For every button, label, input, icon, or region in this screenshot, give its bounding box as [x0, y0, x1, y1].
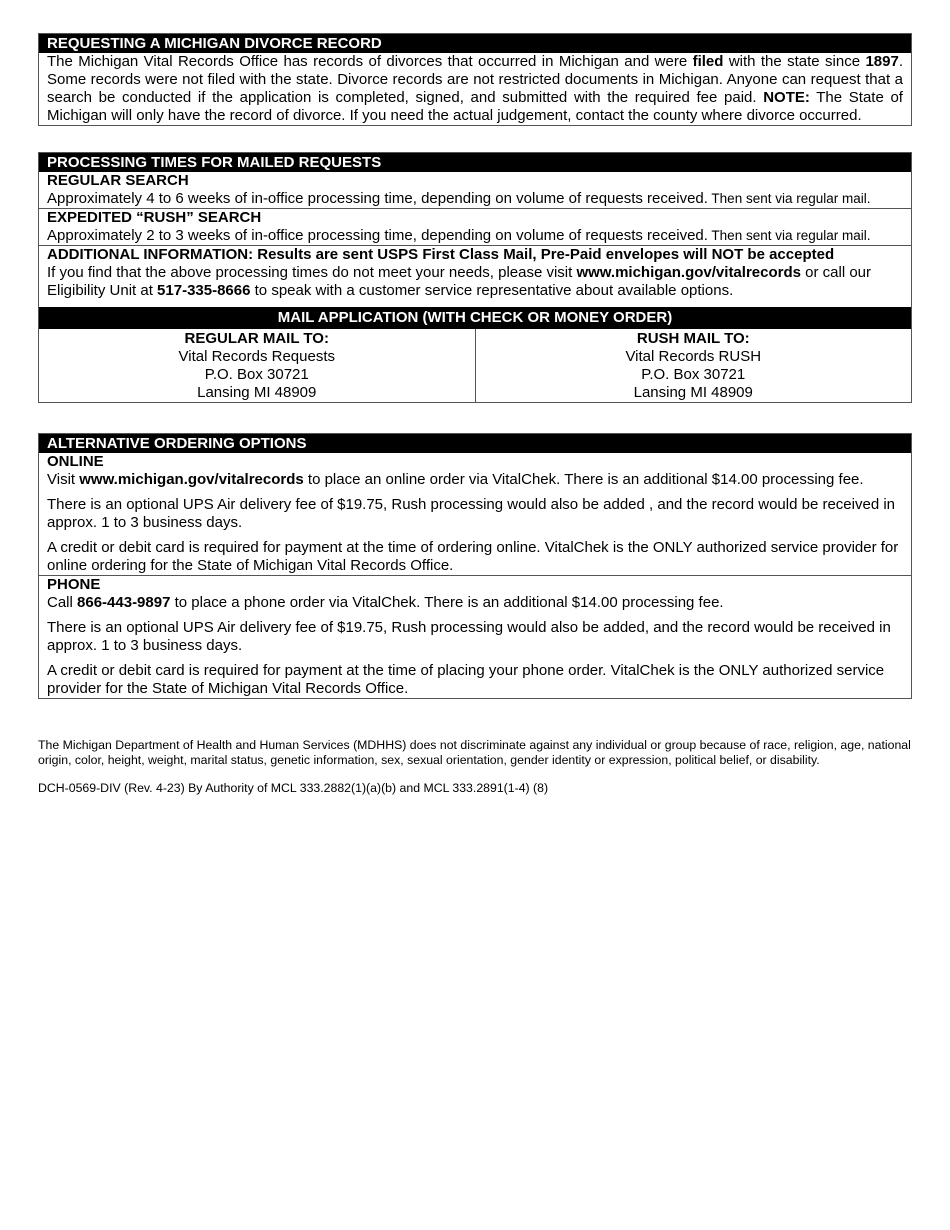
mail-addresses: [39, 329, 911, 402]
divorce-record-section: [38, 33, 912, 126]
text-span: The Michigan Vital Records Office has records of divorces that occurred in Michigan and were: [47, 53, 693, 70]
address-line: Vital Records Requests: [178, 348, 335, 365]
text-span: Call: [47, 594, 78, 611]
address-line: Vital Records RUSH: [625, 348, 762, 365]
address-line: P.O. Box 30721: [641, 366, 746, 383]
additional-info-title: ADDITIONAL INFORMATION: Results are sent USPS First Class Mail, Pre-Paid envelopes will NOT be accepted: [39, 245, 911, 264]
mail-application-header: MAIL APPLICATION (WITH CHECK OR MONEY ORDER): [39, 307, 911, 329]
text-span: or call our Eligibility Unit at: [47, 264, 872, 299]
divorce-record-paragraph: [39, 53, 911, 125]
text-span: Approximately 2 to 3 weeks of in-office processing time, depending on volume of requests received.: [47, 227, 708, 244]
regular-search-title: REGULAR SEARCH: [47, 172, 189, 189]
additional-info-text: [39, 264, 911, 300]
phone-title: PHONE: [39, 575, 911, 594]
processing-section: [38, 152, 912, 403]
text-span: Approximately 4 to 6 weeks of in-office processing time, depending on volume of requests received.: [47, 190, 708, 207]
alternative-ordering-section: [38, 433, 912, 699]
rush-search-text: [39, 227, 911, 245]
text-span: Visit: [47, 471, 80, 488]
rush-mail-title: RUSH MAIL TO:: [636, 330, 750, 347]
text-span: to place an online order via VitalChek. There is an additional $14.00 processing fee.: [303, 471, 864, 488]
rush-mail-address: [475, 329, 912, 402]
note-text: The State of Michigan will only have the record of divorce. If you need the actual judgement, contact the county where divorce occurred.: [47, 89, 903, 124]
text-span: to speak with a customer service representative about available options.: [250, 282, 734, 299]
text-span: to place a phone order via VitalChek. There is an additional $14.00 processing fee.: [170, 594, 724, 611]
phone-paragraph-2: There is an optional UPS Air delivery fee of $19.75, Rush processing would also be added, and the record would be received in approx. 1 to 3 business days.: [47, 619, 891, 654]
text-span: If you find that the above processing times do not meet your needs, please visit: [47, 264, 577, 281]
online-paragraph-1: [39, 471, 911, 489]
online-title: ONLINE: [47, 453, 104, 470]
nondiscrimination-statement: The Michigan Department of Health and Human Services (MDHHS) does not discriminate against any individual or group because of race, religion, age, national origin, color, height, weight, marital status, genetic information, sex, sexual orientation, gender identity or expression, political belief, or disability.: [38, 738, 911, 767]
regular-mail-title: REGULAR MAIL TO:: [184, 330, 329, 347]
note-label: NOTE:: [763, 89, 810, 106]
address-line: P.O. Box 30721: [204, 366, 309, 383]
text-span: Then sent via regular mail.: [707, 228, 871, 243]
online-link[interactable]: www.michigan.gov/vitalrecords: [79, 471, 304, 488]
text-span: Then sent via regular mail.: [707, 191, 871, 206]
eligibility-phone: 517-335-8666: [157, 282, 251, 299]
address-line: Lansing MI 48909: [197, 384, 317, 401]
phone-paragraph-1: [39, 594, 911, 612]
online-paragraph-3: A credit or debit card is required for payment at the time of ordering online. VitalChek is the ONLY authorized service provider for online ordering for the State of Michigan Vital Records Office.: [47, 539, 899, 574]
phone-paragraph-3: A credit or debit card is required for payment at the time of placing your phone order. VitalChek is the ONLY authorized service provider for the State of Michigan Vital Records Office.: [47, 662, 885, 697]
regular-search-text: [39, 190, 911, 208]
divorce-record-header: REQUESTING A MICHIGAN DIVORCE RECORD: [39, 34, 911, 53]
bold-filed: filed: [692, 53, 724, 70]
vitalrecords-link[interactable]: www.michigan.gov/vitalrecords: [576, 264, 801, 281]
bold-year: 1897: [865, 53, 899, 70]
text-span: . Some records were not filed with the state. Divorce records are not restricted documents in Michigan. Anyone can request that a search be conducted if the application is completed, signed, and submitted with the required fee paid.: [47, 53, 903, 106]
regular-mail-address: [39, 329, 475, 402]
form-id: DCH-0569-DIV (Rev. 4-23) By Authority of MCL 333.2882(1)(a)(b) and MCL 333.2891(1-4) (8): [38, 781, 549, 795]
vitalchek-phone: 866-443-9897: [77, 594, 171, 611]
processing-header: PROCESSING TIMES FOR MAILED REQUESTS: [39, 153, 911, 172]
address-line: Lansing MI 48909: [633, 384, 753, 401]
text-span: with the state since: [723, 53, 866, 70]
alternative-header: ALTERNATIVE ORDERING OPTIONS: [39, 434, 911, 453]
rush-search-title: EXPEDITED “RUSH” SEARCH: [39, 208, 911, 227]
online-paragraph-2: There is an optional UPS Air delivery fee of $19.75, Rush processing would also be added , and the record would be received in approx. 1 to 3 business days.: [47, 496, 896, 531]
